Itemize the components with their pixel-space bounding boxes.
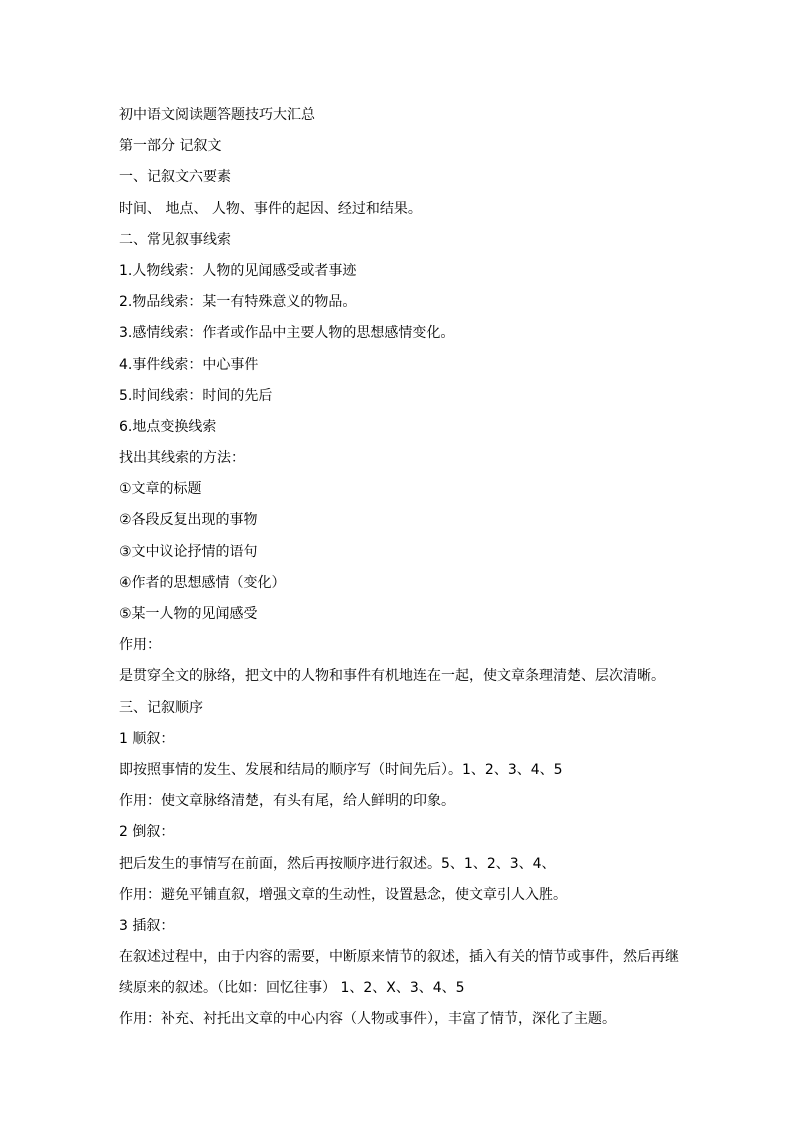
list-item: ②各段反复出现的事物	[119, 512, 258, 529]
paragraph-line: 找出其线索的方法：	[119, 450, 245, 467]
paragraph-line: 作用：	[119, 637, 161, 654]
paragraph-line: 作用：使文章脉络清楚，有头有尾，给人鲜明的印象。	[119, 793, 455, 810]
paragraph-line: 把后发生的事情写在前面，然后再按顺序进行叙述。5、1、2、3、4、	[119, 855, 556, 872]
paragraph-line: 在叙述过程中，由于内容的需要，中断原来情节的叙述，插入有关的情节或事件，然后再继	[119, 949, 679, 966]
list-item: ③文中议论抒情的语句	[119, 543, 258, 560]
paragraph-line: 作用：避免平铺直叙，增强文章的生动性，设置悬念，使文章引人入胜。	[119, 886, 567, 903]
list-item: ④作者的思想感情（变化）	[119, 574, 286, 591]
subsection-heading: 1 顺叙：	[119, 730, 175, 747]
paragraph-line: 作用：补充、衬托出文章的中心内容（人物或事件），丰富了情节，深化了主题。	[119, 1011, 616, 1028]
list-item: ①文章的标题	[119, 481, 202, 498]
section-heading: 三、记叙顺序	[119, 699, 203, 716]
section-heading: 二、常见叙事线索	[119, 231, 231, 248]
list-item: 2.物品线索：某一有特殊意义的物品。	[119, 294, 357, 311]
list-item: 3.感情线索：作者或作品中主要人物的思想感情变化。	[119, 325, 455, 342]
list-item: 4.事件线索：中心事件	[119, 356, 259, 373]
list-item: ⑤某一人物的见闻感受	[119, 606, 258, 622]
list-item: 6.地点变换线索	[119, 418, 217, 435]
paragraph-line: 即按照事情的发生、发展和结局的顺序写（时间先后）。1、2、3、4、5	[119, 761, 563, 778]
part-heading: 第一部分 记叙文	[119, 138, 222, 155]
subsection-heading: 3 插叙：	[119, 917, 175, 934]
document-page	[119, 100, 689, 1036]
paragraph-line: 时间、 地点、 人物、事件的起因、经过和结果。	[119, 200, 422, 217]
paragraph-line: 续原来的叙述。（比如：回忆往事） 1、2、X、3、4、5	[119, 980, 465, 997]
section-heading: 一、记叙文六要素	[119, 169, 231, 186]
paragraph-line: 是贯穿全文的脉络，把文中的人物和事件有机地连在一起，使文章条理清楚、层次清晰。	[119, 668, 665, 685]
list-item: 5.时间线索：时间的先后	[119, 387, 273, 404]
list-item: 1.人物线索：人物的见闻感受或者事迹	[119, 262, 357, 279]
document-title: 初中语文阅读题答题技巧大汇总	[119, 107, 315, 123]
subsection-heading: 2 倒叙：	[119, 824, 175, 841]
